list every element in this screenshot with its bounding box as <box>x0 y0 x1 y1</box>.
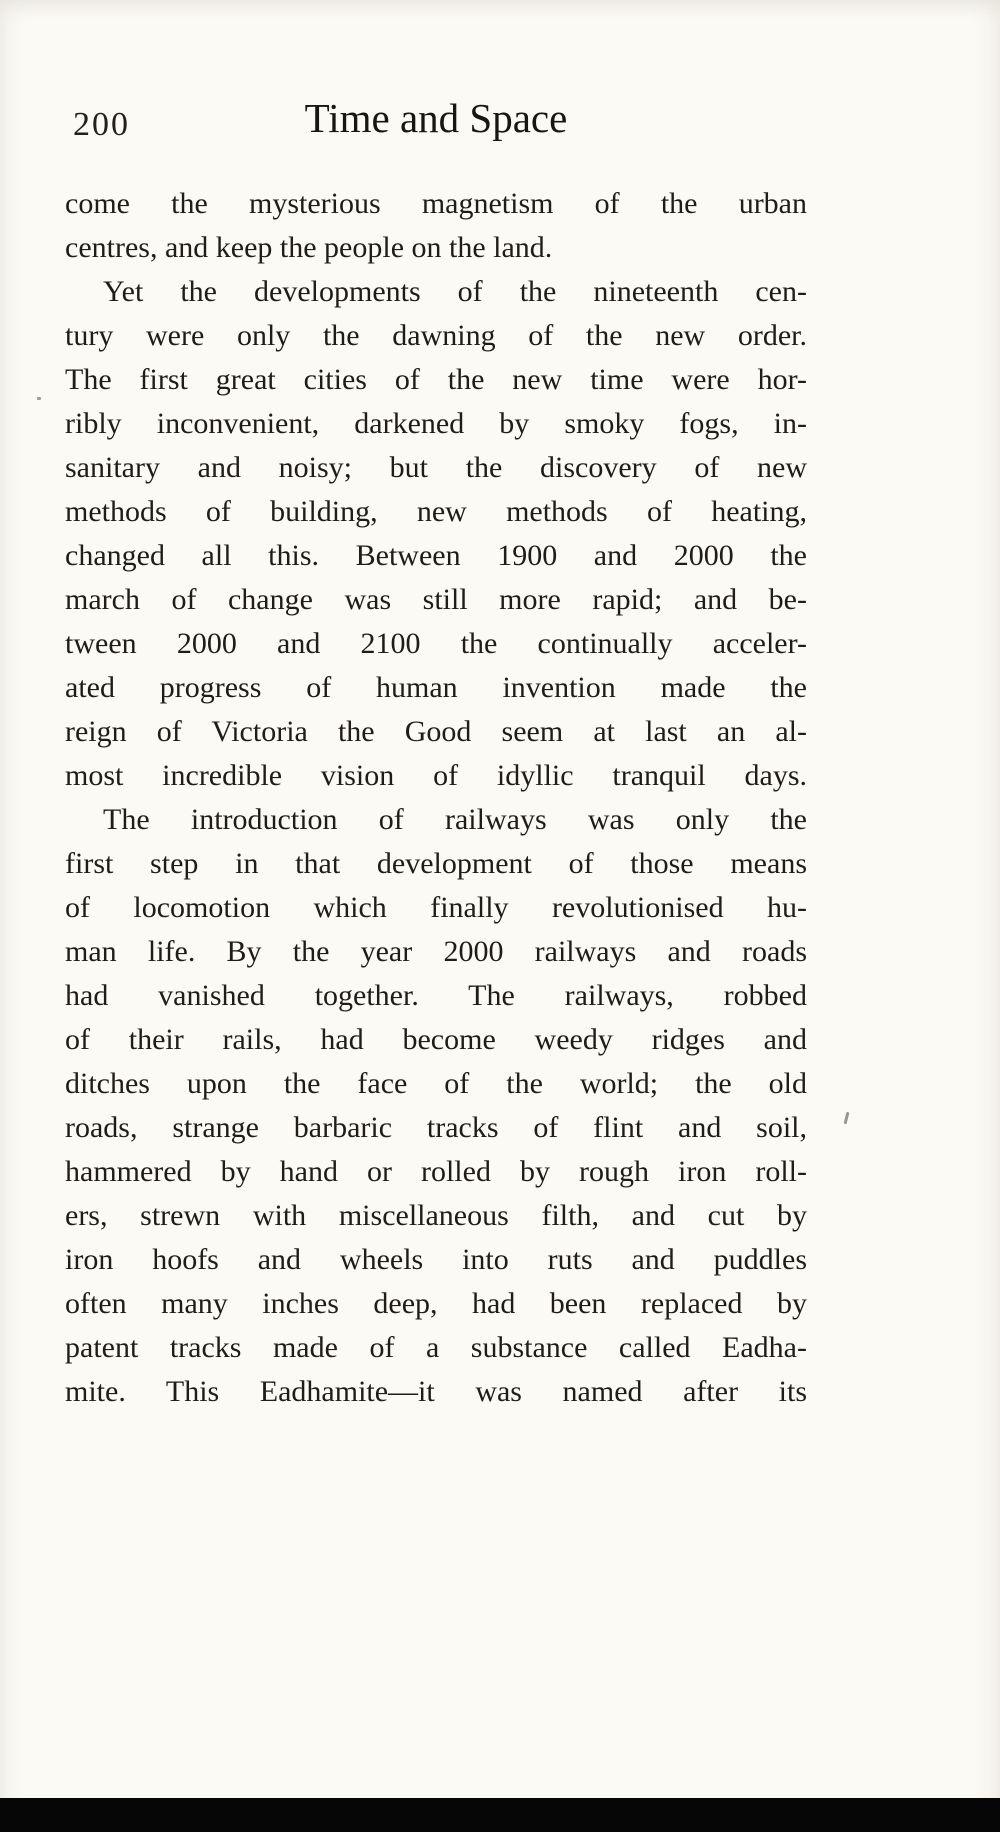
text-line: of their rails, had become weedy ridges and <box>65 1023 807 1056</box>
text-line: The introduction of railways was only the <box>103 803 807 836</box>
text-line: march of change was still more rapid; and be- <box>65 583 807 616</box>
text-line: man life. By the year 2000 railways and roads <box>65 935 807 968</box>
text-line: Yet the developments of the nineteenth cen- <box>103 275 807 308</box>
text-line: most incredible vision of idyllic tranquil days. <box>65 759 807 792</box>
text-line: ers, strewn with miscellaneous filth, and cut by <box>65 1199 807 1232</box>
text-line: come the mysterious magnetism of the urban <box>65 187 807 220</box>
text-line: The first great cities of the new time were hor- <box>65 363 807 396</box>
text-line: had vanished together. The railways, robbed <box>65 979 807 1012</box>
scan-speck <box>844 1112 850 1124</box>
text-line: tury were only the dawning of the new order. <box>65 319 807 352</box>
text-line: changed all this. Between 1900 and 2000 the <box>65 539 807 572</box>
text-line: hammered by hand or rolled by rough iron roll- <box>65 1155 807 1188</box>
page-body <box>65 182 807 1414</box>
text-line: first step in that development of those means <box>65 847 807 880</box>
text-line: tween 2000 and 2100 the continually acceler- <box>65 627 807 660</box>
page-header <box>65 94 807 156</box>
scan-speck <box>37 397 41 400</box>
text-line: ated progress of human invention made the <box>65 671 807 704</box>
text-line: methods of building, new methods of heating, <box>65 495 807 528</box>
page-content <box>65 94 807 1414</box>
text-line: mite. This Eadhamite—it was named after its <box>65 1375 807 1408</box>
text-line: ribly inconvenient, darkened by smoky fogs, in- <box>65 407 807 440</box>
scan-artifact-bottom-bar <box>0 1798 1000 1832</box>
page-title: Time and Space <box>304 95 568 141</box>
text-line: iron hoofs and wheels into ruts and puddles <box>65 1243 807 1276</box>
text-line: of locomotion which finally revolutionised hu- <box>65 891 807 924</box>
text-line: roads, strange barbaric tracks of flint and soil, <box>65 1111 807 1144</box>
text-line: ditches upon the face of the world; the old <box>65 1067 807 1100</box>
page-number: 200 <box>73 106 130 143</box>
text-line: sanitary and noisy; but the discovery of new <box>65 451 807 484</box>
text-line: centres, and keep the people on the land. <box>65 231 553 264</box>
text-line: patent tracks made of a substance called Eadha- <box>65 1331 807 1364</box>
text-line: reign of Victoria the Good seem at last an al- <box>65 715 807 748</box>
text-line: often many inches deep, had been replaced by <box>65 1287 807 1320</box>
